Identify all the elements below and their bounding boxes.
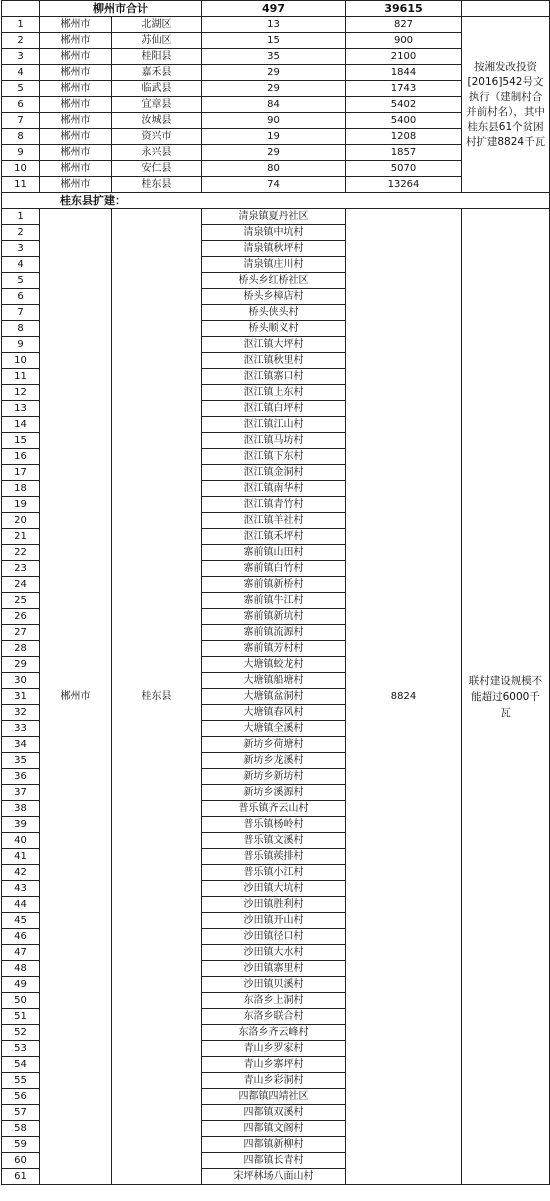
village-count-cell: 13 bbox=[202, 17, 346, 33]
row-number: 10 bbox=[2, 161, 40, 177]
village-name-cell: 普乐镇文溪村 bbox=[202, 833, 346, 849]
capacity-cell: 5400 bbox=[346, 113, 462, 129]
village-name-cell: 寨前镇流源村 bbox=[202, 625, 346, 641]
row-number: 60 bbox=[2, 1153, 40, 1169]
row-number: 5 bbox=[2, 81, 40, 97]
total-note-cell bbox=[462, 1, 550, 17]
expansion-county: 桂东县 bbox=[112, 209, 202, 1185]
capacity-cell: 827 bbox=[346, 17, 462, 33]
village-name-cell: 桥头侠头村 bbox=[202, 305, 346, 321]
county-cell: 北湖区 bbox=[112, 17, 202, 33]
county-cell: 永兴县 bbox=[112, 145, 202, 161]
capacity-cell: 5402 bbox=[346, 97, 462, 113]
county-cell: 嘉禾县 bbox=[112, 65, 202, 81]
village-name-cell: 桥头乡樟店村 bbox=[202, 289, 346, 305]
village-name-cell: 沤江镇青竹村 bbox=[202, 497, 346, 513]
expansion-city: 郴州市 bbox=[40, 209, 112, 1185]
row-number: 2 bbox=[2, 225, 40, 241]
row-number: 7 bbox=[2, 113, 40, 129]
county-cell: 安仁县 bbox=[112, 161, 202, 177]
row-number: 17 bbox=[2, 465, 40, 481]
village-name-cell: 沤江镇江山村 bbox=[202, 417, 346, 433]
row-number: 3 bbox=[2, 49, 40, 65]
village-name-cell: 青山乡罗家村 bbox=[202, 1041, 346, 1057]
row-number: 42 bbox=[2, 865, 40, 881]
village-count-cell: 80 bbox=[202, 161, 346, 177]
city-cell: 郴州市 bbox=[40, 97, 112, 113]
capacity-cell: 5070 bbox=[346, 161, 462, 177]
row-number: 41 bbox=[2, 849, 40, 865]
total-villages: 497 bbox=[202, 1, 346, 17]
row-number: 28 bbox=[2, 641, 40, 657]
city-cell: 郴州市 bbox=[40, 129, 112, 145]
village-name-cell: 寨前镇山田村 bbox=[202, 545, 346, 561]
row-number: 44 bbox=[2, 897, 40, 913]
row-number: 3 bbox=[2, 241, 40, 257]
village-name-cell: 东洛乡齐云峰村 bbox=[202, 1025, 346, 1041]
row-number: 16 bbox=[2, 449, 40, 465]
village-name-cell: 寨前镇白竹村 bbox=[202, 561, 346, 577]
village-name-cell: 寨前镇新桥村 bbox=[202, 577, 346, 593]
village-name-cell: 沙田镇大坑村 bbox=[202, 881, 346, 897]
village-name-cell: 新坊乡荷塘村 bbox=[202, 737, 346, 753]
village-name-cell: 寨前镇芳村村 bbox=[202, 641, 346, 657]
row-number: 56 bbox=[2, 1089, 40, 1105]
village-name-cell: 清泉镇中坑村 bbox=[202, 225, 346, 241]
data-table bbox=[1, 0, 550, 1185]
row-number: 24 bbox=[2, 577, 40, 593]
row-number: 46 bbox=[2, 929, 40, 945]
village-name-cell: 沙田镇贝溪村 bbox=[202, 977, 346, 993]
row-number: 21 bbox=[2, 529, 40, 545]
village-name-cell: 沤江镇马坊村 bbox=[202, 433, 346, 449]
capacity-cell: 1844 bbox=[346, 65, 462, 81]
row-number: 32 bbox=[2, 705, 40, 721]
row-number: 26 bbox=[2, 609, 40, 625]
village-name-cell: 普乐镇蒺排村 bbox=[202, 849, 346, 865]
village-name-cell: 东洛乡上洞村 bbox=[202, 993, 346, 1009]
row-number: 33 bbox=[2, 721, 40, 737]
row-number: 19 bbox=[2, 497, 40, 513]
row-number: 47 bbox=[2, 945, 40, 961]
village-name-cell: 沤江镇上东村 bbox=[202, 385, 346, 401]
total-no-cell bbox=[2, 1, 40, 17]
capacity-cell: 1743 bbox=[346, 81, 462, 97]
village-name-cell: 大塘镇春风村 bbox=[202, 705, 346, 721]
expansion-capacity: 8824 bbox=[346, 209, 462, 1185]
row-number: 1 bbox=[2, 209, 40, 225]
village-count-cell: 90 bbox=[202, 113, 346, 129]
row-number: 15 bbox=[2, 433, 40, 449]
city-cell: 郴州市 bbox=[40, 161, 112, 177]
village-name-cell: 清泉镇秋坪村 bbox=[202, 241, 346, 257]
village-name-cell: 青山乡寨坪村 bbox=[202, 1057, 346, 1073]
village-count-cell: 19 bbox=[202, 129, 346, 145]
county-cell: 苏仙区 bbox=[112, 33, 202, 49]
row-number: 36 bbox=[2, 769, 40, 785]
row-number: 11 bbox=[2, 177, 40, 193]
county-cell: 桂东县 bbox=[112, 177, 202, 193]
village-name-cell: 寨前镇牛江村 bbox=[202, 593, 346, 609]
village-count-cell: 29 bbox=[202, 81, 346, 97]
summary-note: 按湘发改投资[2016]542号文执行（建制村合并前村名），其中桂东县61个贫困村扩建8824千瓦 bbox=[462, 17, 550, 193]
village-name-cell: 沤江镇羊社村 bbox=[202, 513, 346, 529]
row-number: 30 bbox=[2, 673, 40, 689]
row-number: 50 bbox=[2, 993, 40, 1009]
row-number: 58 bbox=[2, 1121, 40, 1137]
village-name-cell: 普乐镇杨岭村 bbox=[202, 817, 346, 833]
city-cell: 郴州市 bbox=[40, 81, 112, 97]
village-name-cell: 新坊乡龙溪村 bbox=[202, 753, 346, 769]
village-name-cell: 新坊乡新坊村 bbox=[202, 769, 346, 785]
city-cell: 郴州市 bbox=[40, 113, 112, 129]
summary-row bbox=[2, 17, 550, 33]
village-name-cell: 大塘镇蛟龙村 bbox=[202, 657, 346, 673]
row-number: 27 bbox=[2, 625, 40, 641]
city-cell: 郴州市 bbox=[40, 145, 112, 161]
capacity-cell: 900 bbox=[346, 33, 462, 49]
village-name-cell: 清泉镇夏丹社区 bbox=[202, 209, 346, 225]
row-number: 51 bbox=[2, 1009, 40, 1025]
village-count-cell: 15 bbox=[202, 33, 346, 49]
village-name-cell: 沙田镇胜利村 bbox=[202, 897, 346, 913]
village-name-cell: 四都镇双溪村 bbox=[202, 1105, 346, 1121]
city-cell: 郴州市 bbox=[40, 49, 112, 65]
village-name-cell: 沤江镇禾坪村 bbox=[202, 529, 346, 545]
village-name-cell: 东洛乡联合村 bbox=[202, 1009, 346, 1025]
row-number: 13 bbox=[2, 401, 40, 417]
total-label: 柳州市合计 bbox=[40, 1, 202, 17]
village-name-cell: 四都镇长青村 bbox=[202, 1153, 346, 1169]
village-name-cell: 沤江镇金洞村 bbox=[202, 465, 346, 481]
expansion-note: 联村建设规模不能超过6000千瓦 bbox=[462, 209, 550, 1185]
row-number: 4 bbox=[2, 65, 40, 81]
village-name-cell: 大塘镇盆洞村 bbox=[202, 689, 346, 705]
row-number: 25 bbox=[2, 593, 40, 609]
row-number: 6 bbox=[2, 97, 40, 113]
city-cell: 郴州市 bbox=[40, 177, 112, 193]
village-name-cell: 四都镇四靖社区 bbox=[202, 1089, 346, 1105]
row-number: 8 bbox=[2, 321, 40, 337]
row-number: 2 bbox=[2, 33, 40, 49]
row-number: 43 bbox=[2, 881, 40, 897]
row-number: 22 bbox=[2, 545, 40, 561]
row-number: 20 bbox=[2, 513, 40, 529]
capacity-cell: 1857 bbox=[346, 145, 462, 161]
village-name-cell: 沤江镇秋里村 bbox=[202, 353, 346, 369]
row-number: 5 bbox=[2, 273, 40, 289]
village-name-cell: 大塘镇全溪村 bbox=[202, 721, 346, 737]
row-number: 29 bbox=[2, 657, 40, 673]
village-name-cell: 沙田镇开山村 bbox=[202, 913, 346, 929]
village-name-cell: 沤江镇南华村 bbox=[202, 481, 346, 497]
row-number: 45 bbox=[2, 913, 40, 929]
city-cell: 郴州市 bbox=[40, 17, 112, 33]
row-number: 9 bbox=[2, 145, 40, 161]
row-number: 9 bbox=[2, 337, 40, 353]
village-name-cell: 普乐镇齐云山村 bbox=[202, 801, 346, 817]
table-body bbox=[2, 1, 550, 1185]
village-name-cell: 普乐镇小江村 bbox=[202, 865, 346, 881]
row-number: 39 bbox=[2, 817, 40, 833]
village-count-cell: 29 bbox=[202, 65, 346, 81]
village-name-cell: 大塘镇船塘村 bbox=[202, 673, 346, 689]
village-name-cell: 新坊乡溪源村 bbox=[202, 785, 346, 801]
row-number: 4 bbox=[2, 257, 40, 273]
expansion-row bbox=[2, 209, 550, 225]
village-name-cell: 桥头乡红桥社区 bbox=[202, 273, 346, 289]
row-number: 23 bbox=[2, 561, 40, 577]
village-name-cell: 沙田镇径口村 bbox=[202, 929, 346, 945]
county-cell: 桂阳县 bbox=[112, 49, 202, 65]
capacity-cell: 2100 bbox=[346, 49, 462, 65]
village-count-cell: 35 bbox=[202, 49, 346, 65]
village-name-cell: 沤江镇寨口村 bbox=[202, 369, 346, 385]
city-cell: 郴州市 bbox=[40, 33, 112, 49]
total-capacity: 39615 bbox=[346, 1, 462, 17]
county-cell: 汝城县 bbox=[112, 113, 202, 129]
village-name-cell: 沙田镇寨里村 bbox=[202, 961, 346, 977]
city-cell: 郴州市 bbox=[40, 65, 112, 81]
county-cell: 资兴市 bbox=[112, 129, 202, 145]
village-name-cell: 沤江镇大坪村 bbox=[202, 337, 346, 353]
row-number: 55 bbox=[2, 1073, 40, 1089]
row-number: 48 bbox=[2, 961, 40, 977]
row-number: 59 bbox=[2, 1137, 40, 1153]
village-count-cell: 29 bbox=[202, 145, 346, 161]
county-cell: 临武县 bbox=[112, 81, 202, 97]
row-number: 38 bbox=[2, 801, 40, 817]
expansion-title-row bbox=[2, 193, 550, 209]
expansion-title: 桂东县扩建： bbox=[2, 193, 550, 209]
row-number: 35 bbox=[2, 753, 40, 769]
county-cell: 宜章县 bbox=[112, 97, 202, 113]
row-number: 8 bbox=[2, 129, 40, 145]
row-number: 18 bbox=[2, 481, 40, 497]
row-number: 37 bbox=[2, 785, 40, 801]
row-number: 34 bbox=[2, 737, 40, 753]
row-number: 12 bbox=[2, 385, 40, 401]
village-name-cell: 寨前镇新坑村 bbox=[202, 609, 346, 625]
village-count-cell: 84 bbox=[202, 97, 346, 113]
row-number: 40 bbox=[2, 833, 40, 849]
row-number: 6 bbox=[2, 289, 40, 305]
row-number: 61 bbox=[2, 1169, 40, 1185]
village-name-cell: 沙田镇大水村 bbox=[202, 945, 346, 961]
village-name-cell: 沤江镇白坪村 bbox=[202, 401, 346, 417]
village-name-cell: 青山乡彩洞村 bbox=[202, 1073, 346, 1089]
row-number: 11 bbox=[2, 369, 40, 385]
village-name-cell: 桥头顺义村 bbox=[202, 321, 346, 337]
capacity-cell: 13264 bbox=[346, 177, 462, 193]
village-count-cell: 74 bbox=[202, 177, 346, 193]
summary-total-row bbox=[2, 1, 550, 17]
row-number: 31 bbox=[2, 689, 40, 705]
capacity-cell: 1208 bbox=[346, 129, 462, 145]
row-number: 7 bbox=[2, 305, 40, 321]
row-number: 52 bbox=[2, 1025, 40, 1041]
row-number: 57 bbox=[2, 1105, 40, 1121]
village-name-cell: 四都镇文阁村 bbox=[202, 1121, 346, 1137]
row-number: 1 bbox=[2, 17, 40, 33]
row-number: 49 bbox=[2, 977, 40, 993]
village-name-cell: 沤江镇下东村 bbox=[202, 449, 346, 465]
village-name-cell: 清泉镇庄川村 bbox=[202, 257, 346, 273]
row-number: 53 bbox=[2, 1041, 40, 1057]
village-name-cell: 四都镇新柳村 bbox=[202, 1137, 346, 1153]
row-number: 10 bbox=[2, 353, 40, 369]
row-number: 14 bbox=[2, 417, 40, 433]
row-number: 54 bbox=[2, 1057, 40, 1073]
village-name-cell: 宋坪林场八面山村 bbox=[202, 1169, 346, 1185]
